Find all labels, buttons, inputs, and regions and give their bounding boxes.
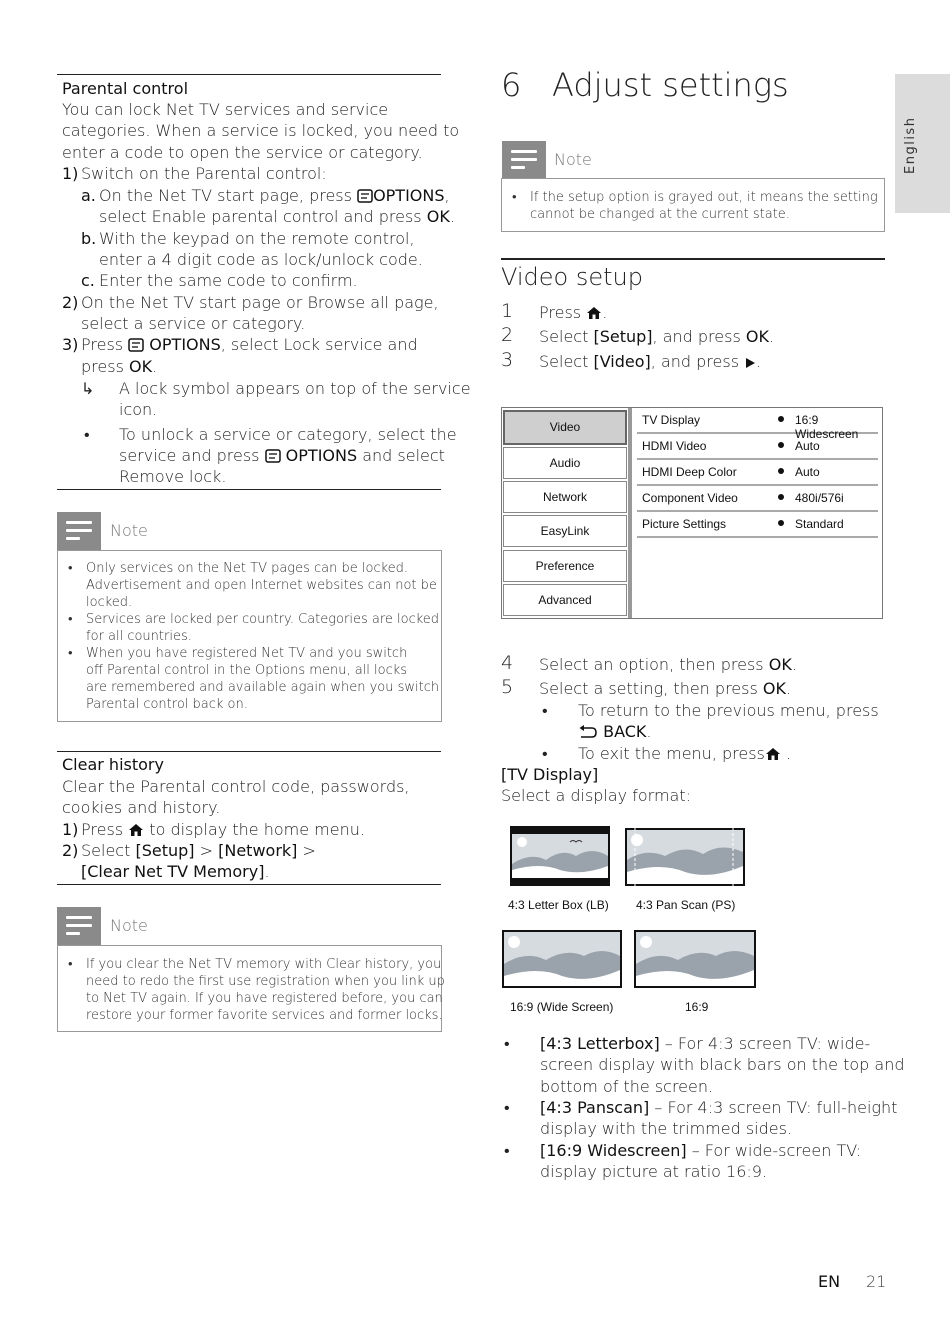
menu-tab-preference[interactable]: Preference	[503, 550, 627, 582]
result-arrow-icon: ↳	[81, 379, 95, 398]
period: .	[152, 357, 158, 376]
home-icon	[128, 823, 144, 837]
note-bullet: •	[68, 561, 73, 576]
menu-tab-video[interactable]: Video	[503, 410, 627, 445]
note-label: Note	[110, 521, 148, 540]
play-arrow-icon	[744, 357, 756, 369]
clear-step-2-line2	[81, 861, 270, 883]
options-icon	[265, 449, 281, 463]
step-text: Press	[81, 335, 124, 354]
note-bullet: •	[512, 190, 517, 205]
row-label: TV Display	[642, 413, 701, 427]
period: .	[786, 679, 792, 698]
section-title: Video setup	[501, 263, 643, 291]
period: .	[768, 327, 775, 346]
ok-label: OK	[426, 207, 450, 226]
menu-tab-audio[interactable]: Audio	[503, 447, 627, 479]
divider	[57, 489, 441, 490]
note-text: need to redo the first use registration when you link up	[86, 974, 445, 989]
desc-text: bottom of the screen.	[540, 1077, 714, 1096]
back-icon	[578, 725, 598, 739]
bullet: •	[504, 1034, 510, 1053]
desc-text: – For wide-screen TV:	[686, 1141, 862, 1160]
step-text: Select an option, then press	[539, 655, 764, 674]
clear-intro: cookies and history.	[62, 798, 221, 817]
ok-label: OK	[762, 679, 786, 698]
home-icon	[586, 306, 602, 320]
chapter-number: 6	[501, 66, 522, 104]
note-bullet: •	[68, 646, 73, 661]
language-label: English	[903, 116, 918, 174]
divider	[501, 258, 885, 260]
step-number: 2)	[62, 841, 79, 860]
sub-step-a-line1	[99, 185, 450, 207]
menu-row-component-video[interactable]	[637, 486, 878, 512]
row-value: Auto	[795, 465, 820, 479]
step-text: , select Lock service and	[220, 335, 418, 354]
period: .	[756, 352, 762, 371]
row-label: HDMI Video	[642, 439, 707, 453]
step-text: , and press	[650, 352, 740, 371]
menu-tab-easylink[interactable]: EasyLink	[503, 515, 627, 547]
note-text: to Net TV again. If you have registered before, you can	[86, 991, 443, 1006]
desc-panscan	[540, 1097, 897, 1119]
note-text: Services are locked per country. Categories are locked	[86, 612, 440, 627]
format-caption: 4:3 Pan Scan (PS)	[636, 898, 736, 912]
menu-tab-network[interactable]: Network	[503, 481, 627, 513]
note-text: locked.	[86, 595, 133, 610]
note-text: Advertisement and open Internet websites can not be	[86, 578, 437, 593]
parental-title: Parental control	[62, 79, 189, 98]
ok-label: OK	[768, 655, 792, 674]
step-3-line1	[81, 334, 418, 356]
divider	[57, 74, 441, 75]
row-label: Component Video	[642, 491, 738, 505]
row-value: 480i/576i	[795, 491, 844, 505]
format-intro: Select a display format:	[501, 786, 692, 805]
video-label: [Video]	[593, 352, 651, 371]
clear-intro: Clear the Parental control code, passwords,	[62, 777, 410, 796]
letterbox-image	[510, 826, 610, 886]
exit-line	[578, 743, 791, 765]
options-label: OPTIONS	[149, 335, 221, 354]
desc-widescreen	[540, 1140, 861, 1162]
desc-key: [16:9 Widescreen]	[540, 1141, 687, 1160]
step-number: 1	[501, 300, 514, 322]
note-label: Note	[110, 916, 148, 935]
tv-display-heading: [TV Display]	[501, 765, 599, 784]
divider	[57, 751, 441, 752]
step-3-line2	[81, 356, 157, 378]
note-text: If you clear the Net TV memory with Clear history, you	[86, 957, 442, 972]
menu-row-picture-settings[interactable]	[637, 512, 878, 538]
panscan-image	[625, 828, 745, 886]
chapter-title: Adjust settings	[552, 66, 789, 104]
period: .	[602, 303, 608, 322]
unlock-line2	[119, 445, 445, 467]
unlock-text: Remove lock.	[119, 467, 227, 486]
menu-row-hdmi-deep-color[interactable]	[637, 460, 878, 486]
sub-bullet-text: To return to the previous menu, press	[578, 701, 879, 720]
bullet-dot-icon	[778, 494, 784, 500]
menu-tab-advanced[interactable]: Advanced	[503, 584, 627, 616]
step-text: Select	[81, 841, 131, 860]
bullet: •	[84, 425, 90, 444]
widescreen-image	[502, 930, 622, 988]
step-text: Select	[539, 352, 589, 371]
note-text: are remembered and available again when you switch	[86, 680, 440, 695]
options-icon	[128, 338, 144, 352]
back-line	[578, 721, 652, 743]
bullet: •	[504, 1098, 510, 1117]
note-text: off Parental control in the Options menu, all locks	[86, 663, 408, 678]
setup-label: [Setup]	[593, 327, 653, 346]
note-text: restore your former favorite services and former locks.	[86, 1008, 443, 1023]
back-label: BACK	[603, 722, 647, 741]
desc-text: display with the trimmed sides.	[540, 1119, 793, 1138]
note-icon	[57, 512, 101, 550]
sub-step-text: On the Net TV start page, press	[99, 186, 352, 205]
bullet-dot-icon	[778, 416, 784, 422]
result-text: A lock symbol appears on top of the service	[119, 379, 471, 398]
format-caption: 16:9 (Wide Screen)	[510, 1000, 614, 1014]
sub-letter: a.	[81, 186, 96, 205]
note-bullet: •	[68, 612, 73, 627]
step-number: 3	[501, 349, 514, 371]
note-label: Note	[554, 150, 592, 169]
comma: ,	[444, 186, 450, 205]
step-text: to display the home menu.	[149, 820, 365, 839]
sub-step-a-line2	[99, 206, 455, 228]
step-number: 1)	[62, 820, 79, 839]
step-number: 3)	[62, 335, 79, 354]
video-step-1	[539, 302, 607, 324]
step-text: select a service or category.	[81, 314, 306, 333]
step-text: Press	[81, 820, 124, 839]
language-side-tab	[895, 74, 950, 213]
note-text: If the setup option is grayed out, it means the setting	[530, 190, 878, 205]
ok-label: OK	[745, 327, 769, 346]
memory-label: [Clear Net TV Memory]	[81, 862, 265, 881]
desc-key: [4:3 Letterbox]	[540, 1034, 660, 1053]
step-text: Select a setting, then press	[539, 679, 758, 698]
unlock-text: To unlock a service or category, select the	[119, 425, 457, 444]
setup-label: [Setup]	[135, 841, 195, 860]
parental-intro-3: enter a code to open the service or category.	[62, 143, 423, 162]
desc-text: – For 4:3 screen TV: wide-	[659, 1034, 871, 1053]
note-bullet: •	[68, 957, 73, 972]
note-text: for all countries.	[86, 629, 192, 644]
video-step-3	[539, 351, 761, 373]
note-icon	[502, 141, 546, 179]
sub-step-text: enter a 4 digit code as lock/unlock code.	[99, 250, 423, 269]
step-number: 1)	[62, 164, 79, 183]
menu-row-tv-display[interactable]	[637, 408, 878, 441]
period: .	[791, 655, 797, 674]
step-number: 2)	[62, 293, 79, 312]
row-label: HDMI Deep Color	[642, 465, 737, 479]
row-value: Auto	[795, 439, 820, 453]
step-text: press	[81, 357, 124, 376]
step-text: Switch on the Parental control:	[81, 164, 327, 183]
home-icon	[765, 747, 781, 761]
note-text: cannot be changed at the current state.	[530, 207, 790, 222]
step-text: , and press	[652, 327, 741, 346]
separator: >	[199, 841, 214, 860]
row-value: 16:9 Widescreen	[795, 413, 859, 441]
period: .	[264, 862, 270, 881]
parental-intro-2: categories. When a service is locked, you need to	[62, 121, 460, 140]
period: .	[785, 744, 792, 763]
step-number: 5	[501, 676, 514, 698]
bullet: •	[542, 744, 548, 763]
step-text: On the Net TV start page or Browse all page,	[81, 293, 439, 312]
bullet: •	[504, 1141, 510, 1160]
period: .	[449, 207, 455, 226]
wide-16-9-image	[634, 930, 756, 988]
clear-step-2	[81, 840, 316, 862]
bullet-dot-icon	[778, 442, 784, 448]
sub-step-text: Enter the same code to confirm.	[99, 271, 358, 290]
note-icon	[57, 907, 101, 945]
desc-text: – For 4:3 screen TV: full-height	[649, 1098, 898, 1117]
note-text: Parental control back on.	[86, 697, 248, 712]
ok-label: OK	[129, 357, 153, 376]
desc-text: display picture at ratio 16:9.	[540, 1162, 768, 1181]
sub-letter: c.	[81, 271, 95, 290]
sub-bullet-text: To exit the menu, press	[578, 744, 765, 763]
row-label: Picture Settings	[642, 517, 727, 531]
sub-letter: b.	[81, 229, 97, 248]
sub-step-text: select Enable parental control and press	[99, 207, 422, 226]
step-text: Press	[539, 303, 582, 322]
options-label: OPTIONS	[285, 446, 358, 465]
step-number: 4	[501, 652, 514, 674]
note-text: When you have registered Net TV and you switch	[86, 646, 408, 661]
options-label: OPTIONS	[373, 186, 445, 205]
unlock-text: and select	[362, 446, 445, 465]
clear-history-title: Clear history	[62, 755, 164, 774]
divider	[57, 884, 441, 885]
step-text: Select	[539, 327, 589, 346]
footer-language: EN	[818, 1272, 841, 1291]
step-number: 2	[501, 324, 514, 346]
note-text: Only services on the Net TV pages can be locked.	[86, 561, 409, 576]
desc-letterbox	[540, 1033, 870, 1055]
menu-separator	[628, 408, 632, 618]
result-text: icon.	[119, 400, 158, 419]
network-label: [Network]	[218, 841, 298, 860]
page-number: 21	[866, 1272, 887, 1291]
bullet: •	[542, 701, 548, 720]
bullet-dot-icon	[778, 520, 784, 526]
format-caption: 16:9	[685, 1000, 709, 1014]
separator: >	[302, 841, 316, 860]
options-icon	[357, 189, 373, 203]
desc-text: screen display with black bars on the top and	[540, 1055, 905, 1074]
sub-step-text: With the keypad on the remote control,	[99, 229, 415, 248]
video-step-5	[539, 678, 791, 700]
clear-step-1	[81, 819, 365, 841]
parental-intro-1: You can lock Net TV services and service	[62, 100, 389, 119]
period: .	[646, 722, 652, 741]
unlock-text: service and press	[119, 446, 260, 465]
format-caption: 4:3 Letter Box (LB)	[508, 898, 609, 912]
video-step-4	[539, 654, 797, 676]
video-step-2	[539, 326, 774, 348]
desc-key: [4:3 Panscan]	[540, 1098, 650, 1117]
bullet-dot-icon	[778, 468, 784, 474]
menu-row-hdmi-video[interactable]	[637, 434, 878, 460]
row-value: Standard	[795, 517, 844, 531]
